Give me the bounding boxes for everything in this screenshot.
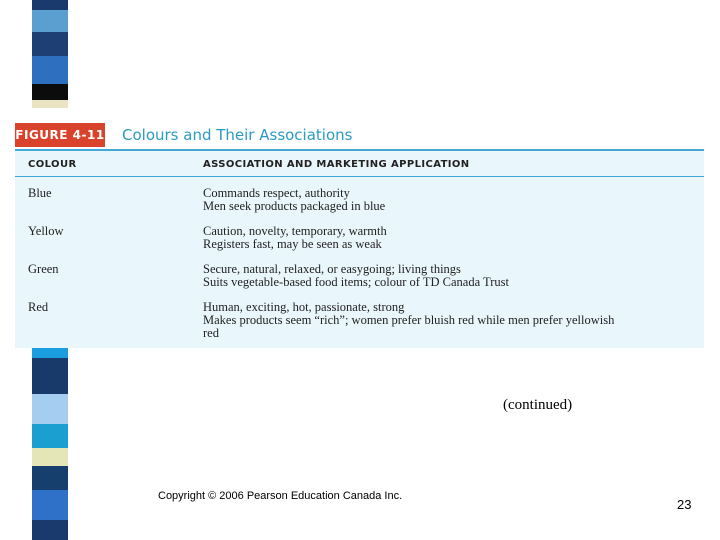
figure-header (15, 121, 705, 149)
copyright-notice: Copyright © 2006 Pearson Education Canada Inc. (158, 490, 403, 502)
continued-note: (continued) (503, 397, 573, 413)
association-line: Suits vegetable-based food items; colour of TD Canada Trust (203, 275, 509, 289)
stripe-block (32, 56, 68, 84)
stripe-block (32, 424, 68, 448)
association-cell (203, 187, 693, 213)
stripe-block (32, 100, 68, 108)
colour-association-table (15, 149, 704, 348)
figure-label: FIGURE 4-11 (15, 123, 105, 147)
stripe-block (32, 466, 68, 490)
stripe-block (32, 0, 68, 10)
association-line: Secure, natural, relaxed, or easygoing; living things (203, 262, 461, 276)
association-line: Caution, novelty, temporary, warmth (203, 224, 387, 238)
column-header-association: ASSOCIATION AND MARKETING APPLICATION (203, 159, 470, 170)
association-line: Commands respect, authority (203, 186, 350, 200)
figure-title: Colours and Their Associations (122, 126, 353, 144)
association-line: Men seek products packaged in blue (203, 199, 386, 213)
stripe-block (32, 10, 68, 32)
stripe-block (32, 448, 68, 466)
page-number: 23 (677, 497, 692, 512)
colour-name: Blue (28, 186, 52, 200)
association-cell (203, 263, 693, 289)
association-line: Makes products seem “rich”; women prefer bluish red while men prefer yellowish (203, 313, 615, 327)
column-header-colour: COLOUR (28, 159, 77, 170)
stripe-block (32, 490, 68, 520)
association-cell (203, 301, 693, 340)
colour-name: Green (28, 262, 59, 276)
stripe-block (32, 520, 68, 540)
header-divider (15, 176, 704, 177)
colour-name: Yellow (28, 224, 64, 238)
association-line: Registers fast, may be seen as weak (203, 237, 382, 251)
colour-name: Red (28, 300, 49, 314)
association-line: red (203, 326, 219, 340)
stripe-block (32, 32, 68, 56)
stripe-block (32, 394, 68, 424)
association-cell (203, 225, 693, 251)
stripe-block (32, 358, 68, 394)
association-line: Human, exciting, hot, passionate, strong (203, 300, 405, 314)
stripe-block (32, 84, 68, 100)
